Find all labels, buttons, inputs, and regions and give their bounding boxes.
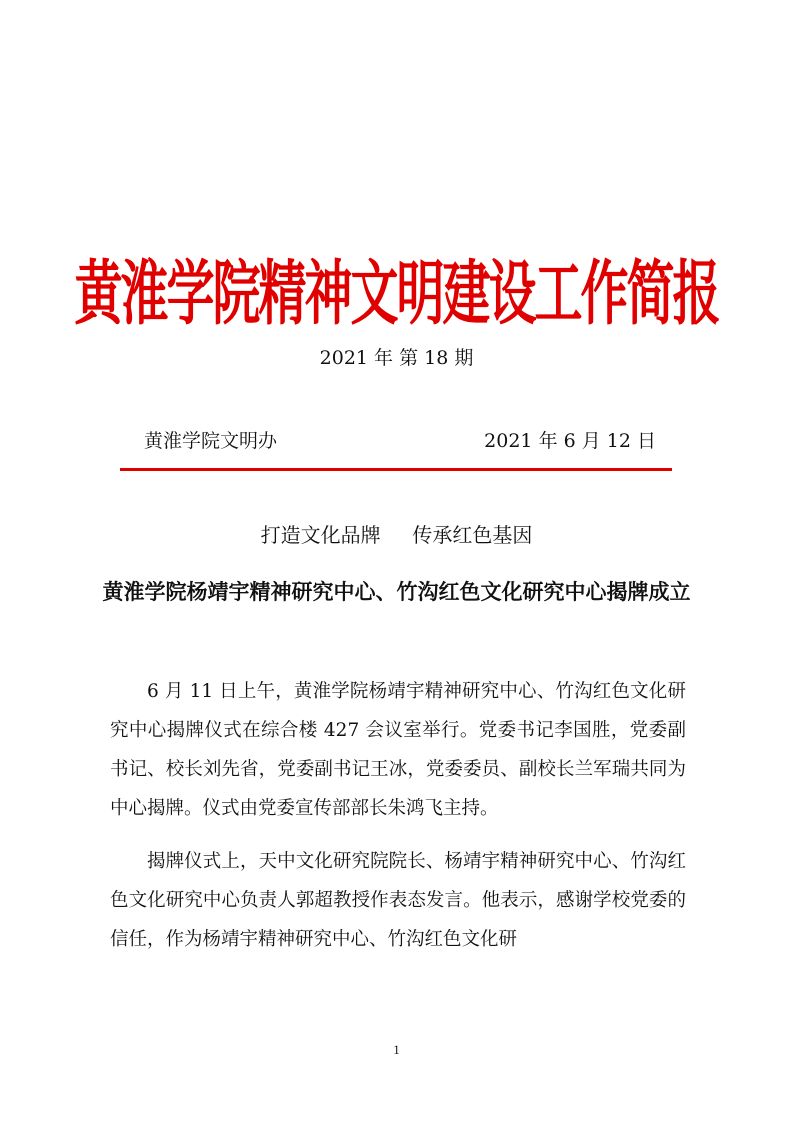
red-divider — [120, 468, 672, 471]
article-body — [110, 672, 686, 973]
article-paragraph: 揭牌仪式上，天中文化研究院院长、杨靖宇精神研究中心、竹沟红色文化研究中心负责人郭超教授作表态发言。他表示，感谢学校党委的信任，作为杨靖宇精神研究中心、竹沟红色文化研 — [110, 851, 686, 950]
article-headline: 黄淮学院杨靖宇精神研究中心、竹沟红色文化研究中心揭牌成立 — [102, 579, 691, 604]
issue-date: 2021 年 6 月 12 日 — [484, 430, 656, 452]
article-paragraph: 6 月 11 日上午，黄淮学院杨靖宇精神研究中心、竹沟红色文化研究中心揭牌仪式在综合楼 427 会议室举行。党委书记李国胜，党委副书记、校长刘先省，党委副书记王冰，党委委员、副校长兰军瑞共同为中心揭牌。仪式由党委宣传部部长朱鸿飞主持。 — [110, 681, 686, 819]
issuer-office: 黄淮学院文明办 — [144, 430, 278, 452]
issuer-row — [120, 426, 672, 456]
article-subhead: 打造文化品牌 传承红色基因 — [260, 523, 533, 547]
page-number: 1 — [393, 1042, 400, 1057]
masthead-title: 黄淮学院精神文明建设工作简报 — [74, 253, 719, 336]
issue-number: 2021 年 第 18 期 — [319, 347, 474, 369]
